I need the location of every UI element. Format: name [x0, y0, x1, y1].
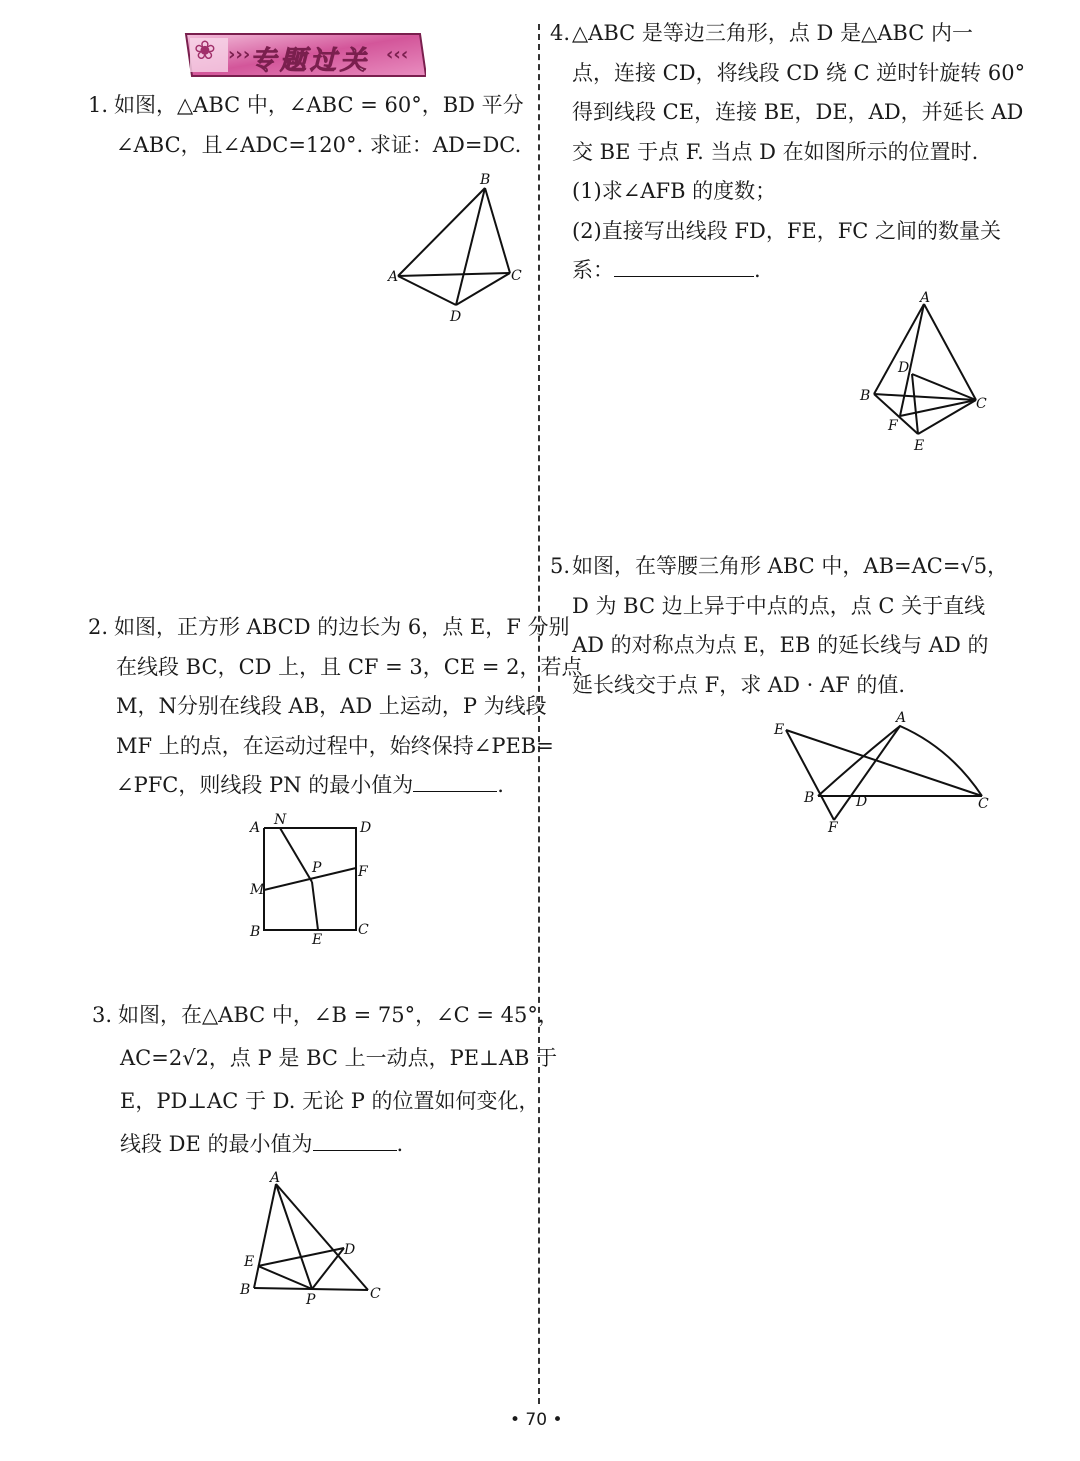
- problem-2-line-1: 2. 如图，正方形 ABCD 的边长为 6，点 E，F 分别: [88, 608, 582, 648]
- problem-1-line-1: 1. 如图，△ABC 中，∠ABC = 60°，BD 平分: [88, 86, 524, 126]
- label-F: F: [828, 820, 838, 836]
- label-B: B: [240, 1282, 251, 1298]
- label-B: B: [250, 924, 261, 940]
- label-E: E: [914, 438, 925, 454]
- problem-3-line-4: 线段 DE 的最小值为 .: [120, 1132, 404, 1156]
- figure-3: [236, 1168, 396, 1308]
- flower-icon: ❀: [194, 36, 216, 66]
- label-D: D: [450, 309, 462, 325]
- label-D: D: [344, 1242, 356, 1258]
- problem-4-line-4: 交 BE 于点 F. 当点 D 在如图所示的位置时.: [572, 139, 979, 164]
- problem-2-line-3: M，N分别在线段 AB，AD 上运动，P 为线段: [116, 694, 547, 718]
- problem-number: 5.: [550, 554, 571, 578]
- answer-blank[interactable]: [614, 256, 754, 277]
- problem-4: [550, 14, 1025, 291]
- label-C: C: [511, 268, 522, 284]
- label-E: E: [312, 932, 323, 948]
- label-C: C: [370, 1286, 381, 1302]
- figure-4: [856, 288, 1006, 458]
- label-D: D: [360, 820, 372, 836]
- label-D: D: [856, 794, 868, 810]
- figure-2: [244, 810, 384, 950]
- problem-5: [550, 547, 1008, 705]
- label-B: B: [480, 172, 491, 188]
- answer-blank[interactable]: [313, 1130, 397, 1151]
- label-N: N: [274, 812, 287, 828]
- label-B: B: [804, 790, 815, 806]
- problem-4-line-3: 得到线段 CE，连接 BE，DE，AD，并延长 AD: [572, 100, 1024, 124]
- answer-blank[interactable]: [413, 771, 497, 792]
- problem-3-line-1: 3. 如图，在△ABC 中，∠B = 75°，∠C = 45°，: [92, 994, 559, 1037]
- problem-3: [92, 994, 559, 1166]
- problem-2-line-5: ∠PFC，则线段 PN 的最小值为 .: [116, 773, 504, 797]
- problem-3-line-2: AC=2√2，点 P 是 BC 上一动点，PE⊥AB 于: [120, 1046, 558, 1070]
- figure-5: [770, 708, 1000, 838]
- label-C: C: [978, 796, 989, 812]
- label-A: A: [270, 1170, 281, 1186]
- problem-5-line-2: D 为 BC 边上异于中点的点，点 C 关于直线: [572, 593, 986, 618]
- label-A: A: [920, 290, 931, 306]
- problem-4-line-2: 点，连接 CD，将线段 CD 绕 C 逆时针旋转 60°: [572, 60, 1026, 85]
- problem-number: 3.: [92, 1003, 113, 1027]
- problem-number: 2.: [88, 615, 109, 639]
- banner-title: 专题过关: [250, 46, 371, 76]
- problem-4-line-6: (2)直接写出线段 FD，FE，FC 之间的数量关: [572, 218, 1002, 243]
- problem-5-line-3: AD 的对称点为点 E，EB 的延长线与 AD 的: [572, 633, 989, 657]
- label-C: C: [358, 922, 369, 938]
- label-A: A: [388, 269, 399, 285]
- label-B: B: [860, 388, 871, 404]
- problem-2-line-2: 在线段 BC，CD 上，且 CF = 3，CE = 2，若点: [116, 654, 583, 679]
- label-A: A: [250, 820, 261, 836]
- label-P: P: [306, 1292, 316, 1308]
- problem-4-line-5: (1)求∠AFB 的度数；: [572, 179, 777, 203]
- label-F: F: [888, 418, 898, 434]
- label-P: P: [312, 860, 322, 876]
- problem-4-line-7: 系： .: [572, 258, 761, 282]
- label-D: D: [898, 360, 910, 376]
- banner-right-chevrons: ‹‹‹: [386, 44, 409, 65]
- problem-1: [88, 86, 524, 165]
- problem-4-line-1: 4.△ABC 是等边三角形，点 D 是△ABC 内一: [550, 14, 1025, 54]
- label-E: E: [774, 722, 785, 738]
- label-C: C: [976, 396, 987, 412]
- label-F: F: [358, 864, 368, 880]
- figure-1: [380, 168, 540, 328]
- label-M: M: [250, 882, 265, 898]
- problem-2-line-4: MF 上的点，在运动过程中，始终保持∠PEB=: [116, 733, 554, 758]
- problem-2: [88, 608, 582, 806]
- label-A: A: [896, 710, 907, 726]
- problem-3-line-3: E，PD⊥AC 于 D. 无论 P 的位置如何变化，: [120, 1089, 540, 1113]
- problem-5-line-1: 5.如图，在等腰三角形 ABC 中，AB=AC=√5，: [550, 547, 1008, 587]
- problem-1-line-2: ∠ABC，且∠ADC=120°. 求证：AD=DC.: [116, 132, 522, 157]
- page-number: • 70 •: [510, 1410, 563, 1430]
- label-E: E: [244, 1254, 255, 1270]
- problem-number: 4.: [550, 21, 571, 45]
- banner-left-chevrons: ›››: [228, 44, 251, 65]
- problem-5-line-4: 延长线交于点 F，求 AD · AF 的值.: [572, 672, 906, 697]
- problem-number: 1.: [88, 93, 109, 117]
